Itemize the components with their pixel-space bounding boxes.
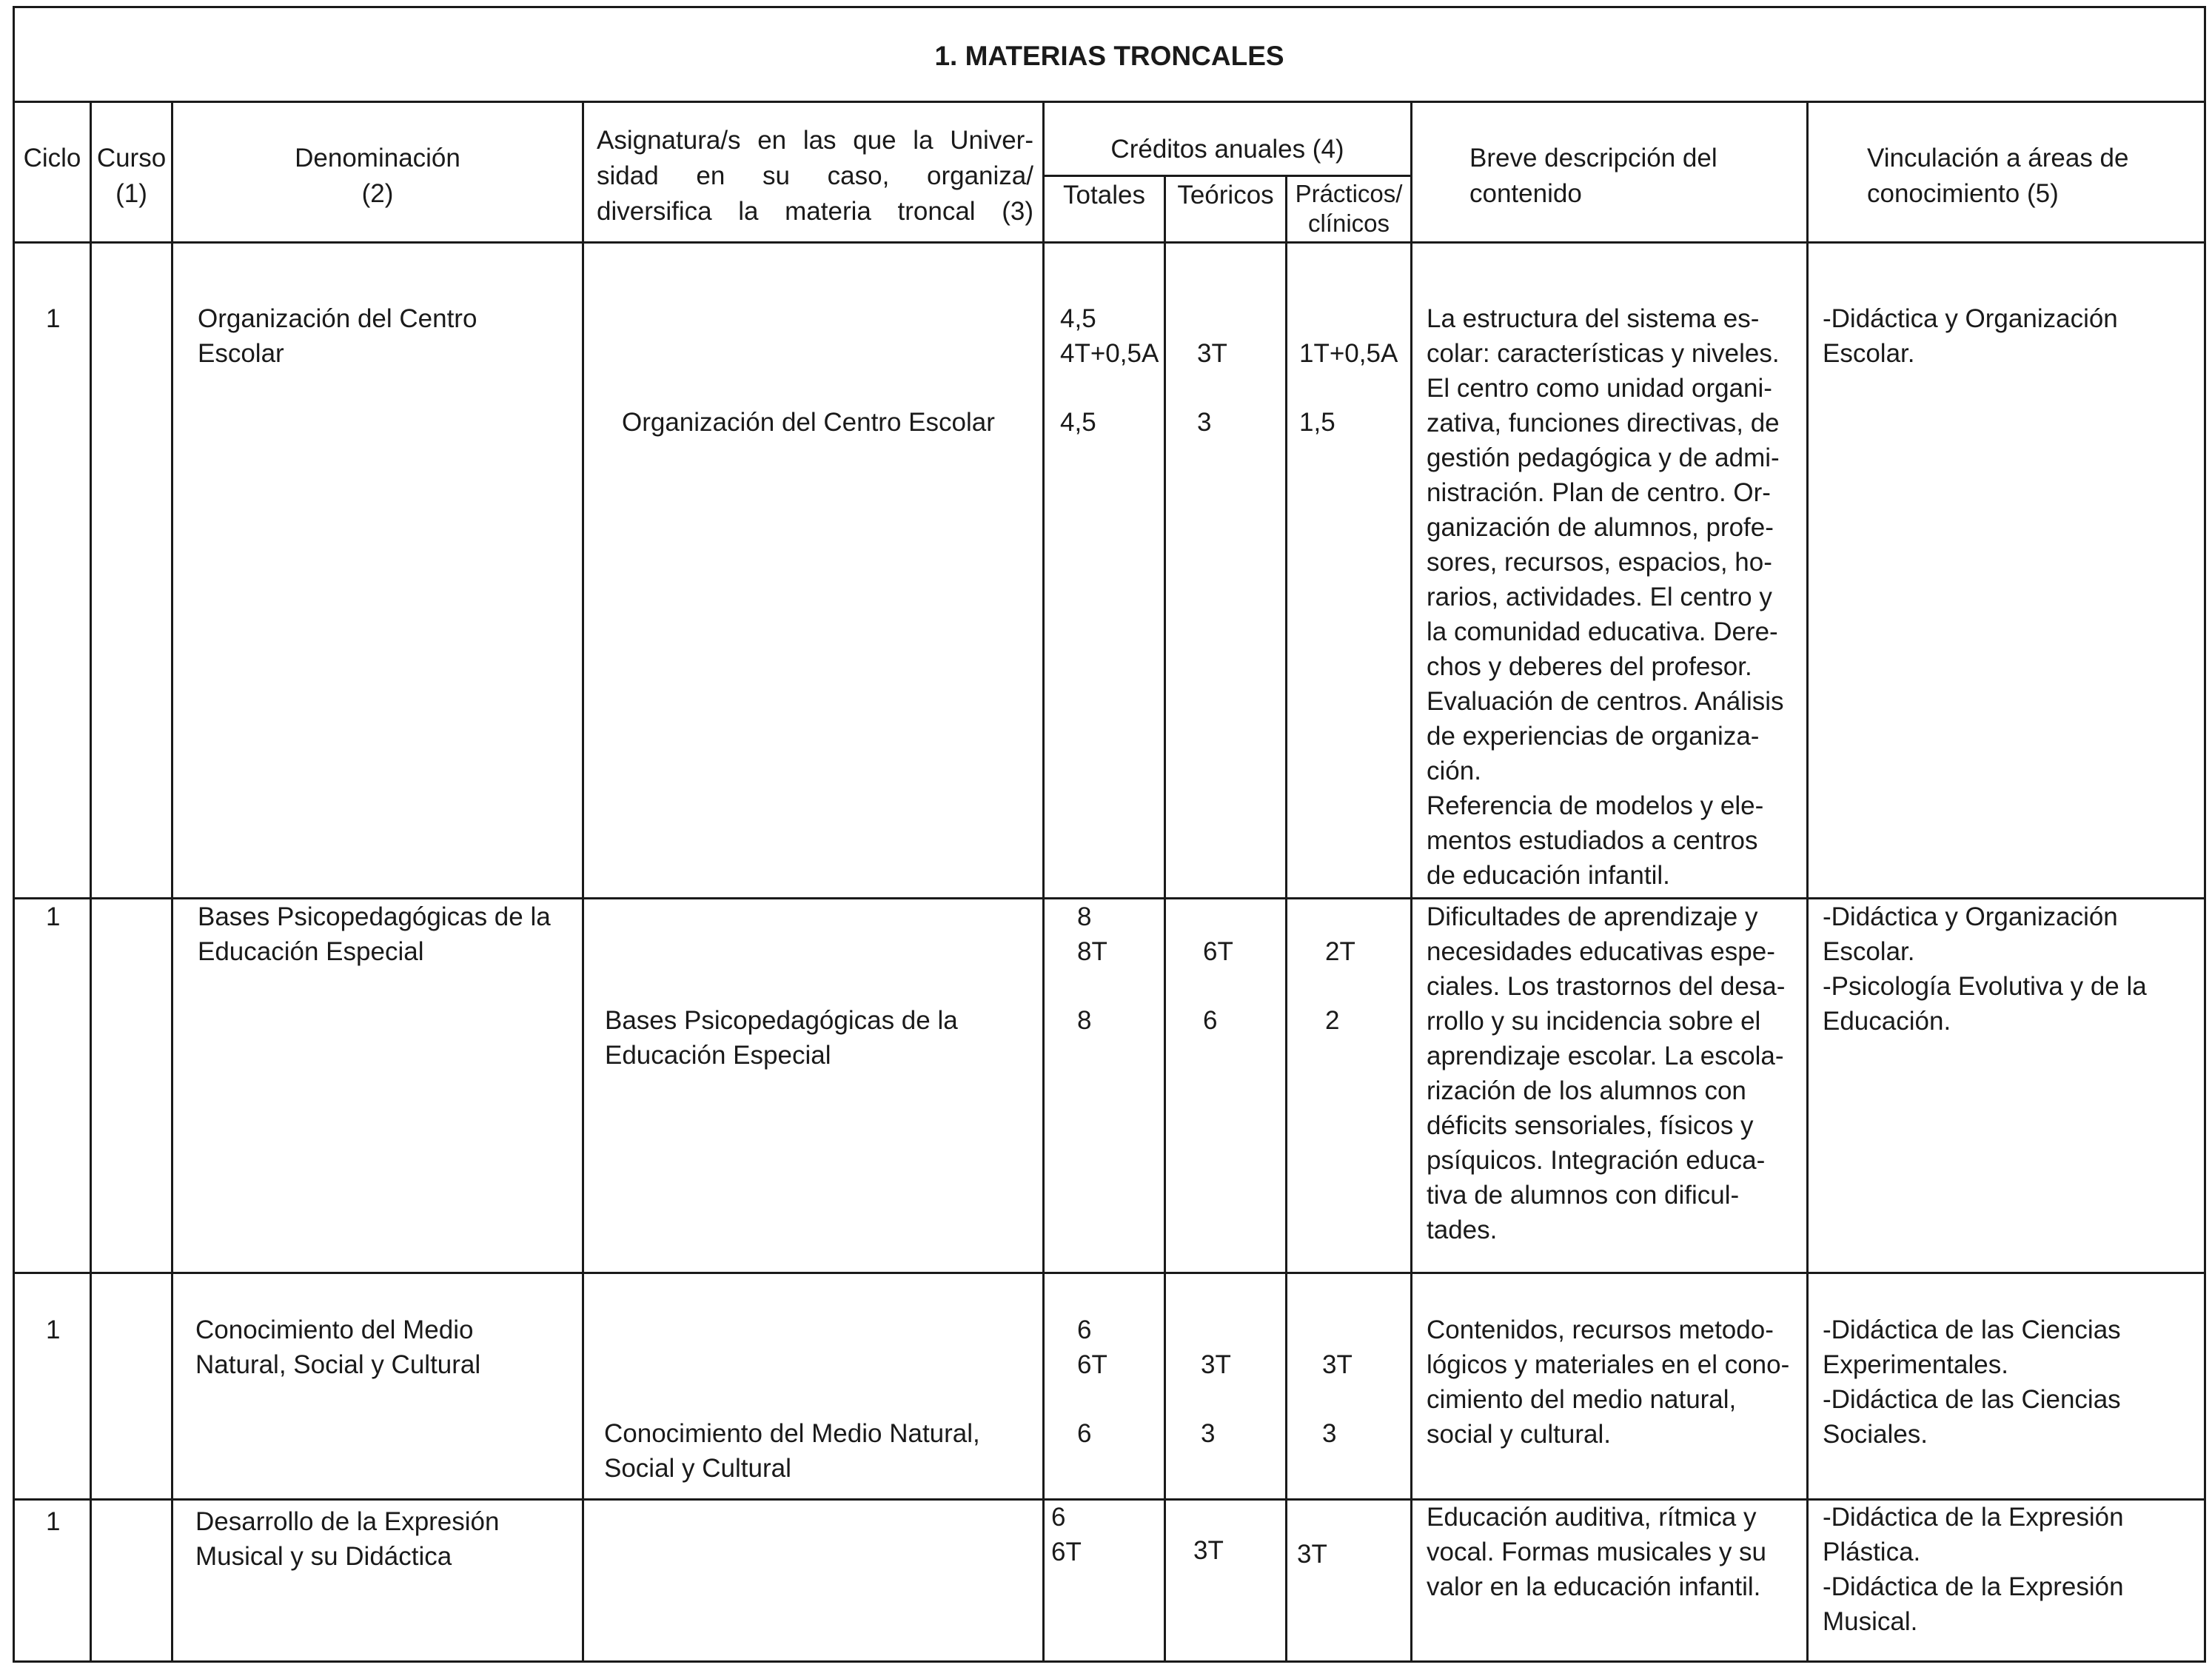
rule-left: [13, 6, 15, 1663]
row3-practicos-bottom: 3: [1322, 1419, 1337, 1448]
row1-denominacion: Organización del Centro Escolar: [198, 304, 477, 368]
row3-denominacion: Conocimiento del Medio Natural, Social y Cultural: [195, 1315, 481, 1379]
row1-descripcion: La estructura del sistema es- colar: características y niveles. El centro como unidad organi- zativa, funciones directivas, de gestión pedagógica y de admi- nistración. Plan de centro. Or- ganización de alumnos, profe- sores, recursos, espacios, ho- rarios, actividades. El centro y la comunidad educativa. Dere- chos y deberes del profesor. Evaluación de centros. Análisis de experiencias de organiza- ción. Referencia de modelos y ele- mentos estudiados a centros de educación infantil.: [1427, 304, 1784, 890]
rule-header-bottom: [13, 241, 2206, 244]
row1-practicos-bottom: 1,5: [1299, 408, 1335, 437]
rule-practicos-descripcion: [1410, 101, 1412, 1663]
row2-practicos-bottom: 2: [1325, 1006, 1340, 1035]
row3-totales-bottom: 6: [1077, 1419, 1092, 1448]
row4-ciclo: 1: [46, 1507, 61, 1536]
row3-ciclo: 1: [46, 1315, 61, 1344]
row2-vinculacion: -Didáctica y Organización Escolar. -Psicología Evolutiva y de la Educación.: [1823, 902, 2147, 1036]
header-creditos: Créditos anuales (4): [1110, 135, 1344, 164]
row3-totales-top: 6 6T: [1077, 1315, 1107, 1379]
header-practicos: Prácticos/ clínicos: [1295, 180, 1403, 237]
header-curso: Curso (1): [96, 144, 167, 208]
rule-curso-denominacion: [171, 101, 173, 1663]
row1-totales-bottom: 4,5: [1060, 408, 1096, 437]
header-denominacion: Denominación (2): [295, 144, 460, 208]
rule-denominacion-asignatura: [582, 101, 584, 1663]
header-teoricos: Teóricos: [1177, 181, 1274, 210]
row3-vinculacion: -Didáctica de las Ciencias Experimentales. -Didáctica de las Ciencias Sociales.: [1823, 1315, 2121, 1449]
row2-totales-top: 8 8T: [1077, 902, 1107, 966]
row2-teoricos-top: 6T: [1203, 937, 1233, 966]
row1-ciclo: 1: [46, 304, 61, 333]
rule-title-bottom: [13, 101, 2206, 103]
rule-ciclo-curso: [90, 101, 92, 1663]
row3-teoricos-top: 3T: [1201, 1350, 1231, 1379]
row1-asignatura: Organización del Centro Escolar: [622, 408, 995, 437]
header-ciclo: Ciclo: [23, 144, 81, 172]
header-descripcion: Breve descripción del contenido: [1469, 144, 1717, 208]
row4-teoricos-top: 3T: [1193, 1536, 1224, 1565]
rule-asignatura-totales: [1042, 101, 1045, 1663]
header-vinculacion: Vinculación a áreas de conocimiento (5): [1867, 144, 2129, 208]
row3-teoricos-bottom: 3: [1201, 1419, 1216, 1448]
row3-practicos-top: 3T: [1322, 1350, 1353, 1379]
row4-vinculacion: -Didáctica de la Expresión Plástica. -Didáctica de la Expresión Musical.: [1823, 1503, 2124, 1636]
row4-totales-top: 6 6T: [1051, 1503, 1082, 1566]
row2-practicos-top: 2T: [1325, 937, 1355, 966]
row2-denominacion: Bases Psicopedagógicas de la Educación Especial: [198, 902, 551, 966]
row2-descripcion: Dificultades de aprendizaje y necesidades educativas espe- ciales. Los trastornos del desa- rrollo y su incidencia sobre el aprendizaje escolar. La escola- rización de los alumnos con déficits sensoriales, físicos y psíquicos. Integración educa- tiva de alumnos con dificul- tades.: [1427, 902, 1786, 1244]
row2-ciclo: 1: [46, 902, 61, 931]
rule-creditos-sub: [1042, 175, 1412, 177]
row1-totales-top: 4,5 4T+0,5A: [1060, 304, 1159, 368]
row1-teoricos-bottom: 3: [1197, 408, 1212, 437]
rule-row2-bottom: [13, 1272, 2206, 1274]
rule-top: [13, 6, 2206, 8]
header-asignaturas: Asignatura/s en las que la Univer- sidad en su caso, organiza/ diversifica la materia troncal (3): [597, 126, 1033, 226]
row3-asignatura: Conocimiento del Medio Natural, Social y Cultural: [604, 1419, 980, 1483]
row4-denominacion: Desarrollo de la Expresión Musical y su Didáctica: [195, 1507, 500, 1571]
rule-right: [2204, 6, 2206, 1663]
row4-practicos-top: 3T: [1297, 1540, 1327, 1569]
row2-totales-bottom: 8: [1077, 1006, 1092, 1035]
table-title: 1. MATERIAS TRONCALES: [934, 41, 1284, 71]
row3-descripcion: Contenidos, recursos metodo- lógicos y materiales en el cono- cimiento del medio natural, social y cultural.: [1427, 1315, 1790, 1449]
row2-teoricos-bottom: 6: [1203, 1006, 1218, 1035]
rule-bottom: [13, 1660, 2206, 1663]
rule-descripcion-vinculacion: [1806, 101, 1809, 1663]
rule-teoricos-practicos: [1285, 175, 1287, 1663]
row1-teoricos-top: 3T: [1197, 339, 1227, 368]
header-totales: Totales: [1063, 181, 1145, 210]
row1-vinculacion: -Didáctica y Organización Escolar.: [1823, 304, 2118, 368]
row4-descripcion: Educación auditiva, rítmica y vocal. Formas musicales y su valor en la educación infantil.: [1427, 1503, 1767, 1601]
rule-totales-teoricos: [1164, 175, 1166, 1663]
row2-asignatura: Bases Psicopedagógicas de la Educación Especial: [605, 1006, 958, 1070]
row1-practicos-top: 1T+0,5A: [1299, 339, 1398, 368]
